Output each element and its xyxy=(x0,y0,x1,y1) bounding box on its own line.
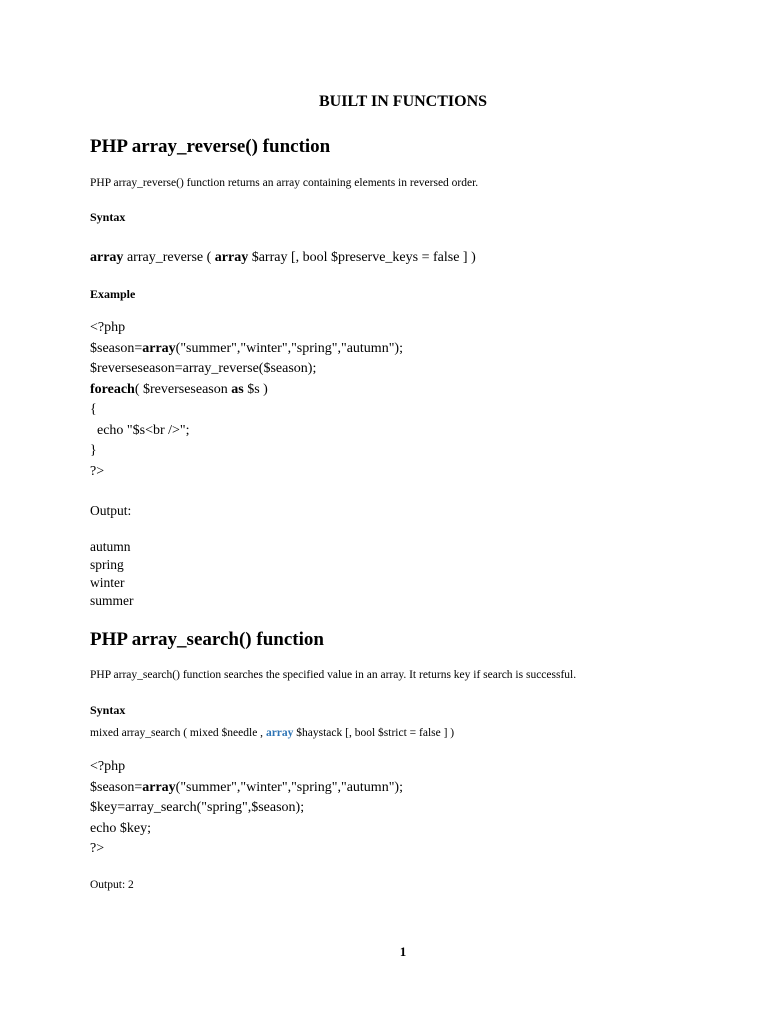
code-line: { xyxy=(90,402,97,417)
keyword: array xyxy=(214,250,249,265)
syntax-text: $array [, bool $preserve_keys = false ] ) xyxy=(248,250,476,265)
array-reverse-syntax xyxy=(90,248,476,269)
syntax-text: mixed array_search ( mixed $needle , xyxy=(90,727,266,739)
code-block-array-reverse xyxy=(90,318,403,482)
keyword: array xyxy=(265,727,294,739)
array-reverse-description: PHP array_reverse() function returns an array containing elements in reversed order. xyxy=(90,177,479,189)
output-line: winter xyxy=(90,575,125,590)
array-search-output: Output: 2 xyxy=(90,879,134,891)
code-line: $reverseseason=array_reverse($season); xyxy=(90,361,317,376)
code-line: } xyxy=(90,443,97,458)
code-line: <?php xyxy=(90,759,126,774)
example-label: Example xyxy=(90,287,136,301)
output-label: Output: xyxy=(90,503,132,518)
output-line: spring xyxy=(90,557,124,572)
output-line: autumn xyxy=(90,539,131,554)
document-title: BUILT IN FUNCTIONS xyxy=(318,93,488,110)
code-line: ?> xyxy=(90,841,105,856)
code-block-array-search xyxy=(90,757,403,860)
output-line: summer xyxy=(90,593,134,608)
syntax-text: $haystack [, bool $strict = false ] ) xyxy=(293,727,455,739)
code-line: echo "$s<br />"; xyxy=(90,422,190,438)
section-heading-array-search: PHP array_search() function xyxy=(90,629,324,650)
code-line: <?php xyxy=(90,320,126,335)
syntax-label: Syntax xyxy=(90,210,126,224)
syntax-label: Syntax xyxy=(90,703,126,717)
page-number: 1 xyxy=(399,944,407,959)
array-search-description: PHP array_search() function searches the specified value in an array. It returns key if search is successful. xyxy=(90,669,577,681)
array-search-syntax xyxy=(90,727,454,739)
code-line: $season=array("summer","winter","spring","autumn"); xyxy=(90,779,403,795)
code-line: foreach( $reverseseason as $s ) xyxy=(90,381,268,397)
code-line: ?> xyxy=(90,463,105,479)
code-line: echo $key; xyxy=(90,820,152,836)
code-line: $season=array("summer","winter","spring","autumn"); xyxy=(90,340,403,356)
syntax-text: array_reverse ( xyxy=(123,250,215,265)
code-line: $key=array_search("spring",$season); xyxy=(90,800,305,815)
section-heading-array-reverse: PHP array_reverse() function xyxy=(90,136,331,157)
output-list xyxy=(90,538,134,610)
keyword: array xyxy=(90,250,124,265)
